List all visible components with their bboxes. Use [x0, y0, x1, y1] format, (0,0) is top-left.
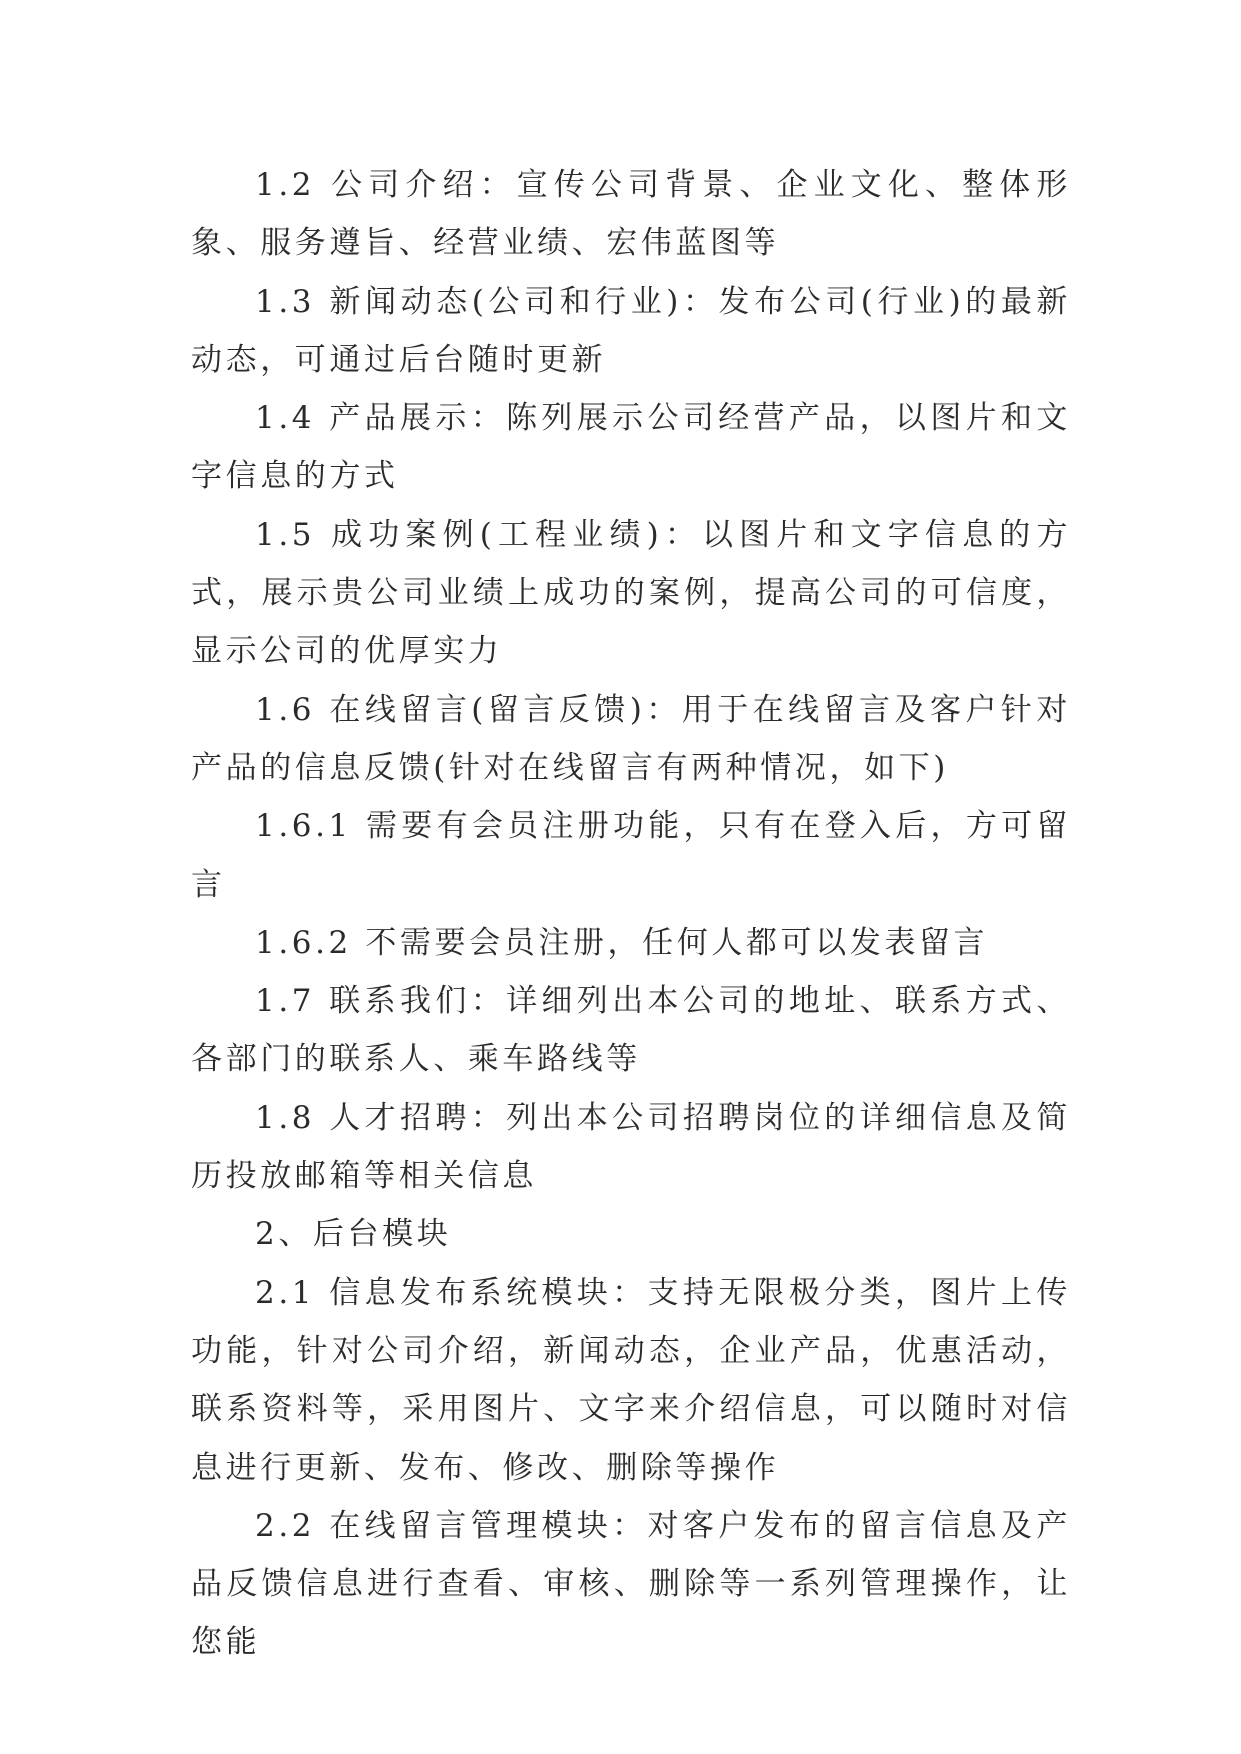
paragraph-1-3-news: 1.3 新闻动态(公司和行业)：发布公司(行业)的最新动态，可通过后台随时更新	[191, 283, 1071, 378]
paragraph-1-6-message-board: 1.6 在线留言(留言反馈)：用于在线留言及客户针对产品的信息反馈(针对在线留言有两种情况，如下)	[191, 691, 1071, 786]
paragraph-1-7-contact: 1.7 联系我们：详细列出本公司的地址、联系方式、各部门的联系人、乘车路线等	[191, 983, 1071, 1078]
paragraph-1-6-1-member-required: 1.6.1 需要有会员注册功能，只有在登入后，方可留言	[191, 808, 1071, 903]
paragraph-2-1-info-publishing: 2.1 信息发布系统模块：支持无限极分类，图片上传功能，针对公司介绍，新闻动态，企业产品，优惠活动，联系资料等，采用图片、文字来介绍信息，可以随时对信息进行更新、发布、修改、删除等操作	[191, 1274, 1071, 1486]
paragraph-1-4-products: 1.4 产品展示：陈列展示公司经营产品，以图片和文字信息的方式	[191, 400, 1071, 495]
heading-2-backend-modules: 2、后台模块	[255, 1216, 452, 1253]
document-body	[191, 156, 1071, 1672]
paragraph-1-8-recruitment: 1.8 人才招聘：列出本公司招聘岗位的详细信息及简历投放邮箱等相关信息	[191, 1099, 1071, 1195]
paragraph-2-2-message-management: 2.2 在线留言管理模块：对客户发布的留言信息及产品反馈信息进行查看、审核、删除等一系列管理操作，让您能	[191, 1507, 1071, 1661]
paragraph-1-6-2-no-member: 1.6.2 不需要会员注册，任何人都可以发表留言	[255, 924, 989, 961]
paragraph-1-5-cases: 1.5 成功案例(工程业绩)：以图片和文字信息的方式，展示贵公司业绩上成功的案例，提高公司的可信度，显示公司的优厚实力	[191, 516, 1071, 670]
paragraph-1-2-company-intro: 1.2 公司介绍：宣传公司背景、企业文化、整体形象、服务遵旨、经营业绩、宏伟蓝图等	[191, 167, 1071, 262]
